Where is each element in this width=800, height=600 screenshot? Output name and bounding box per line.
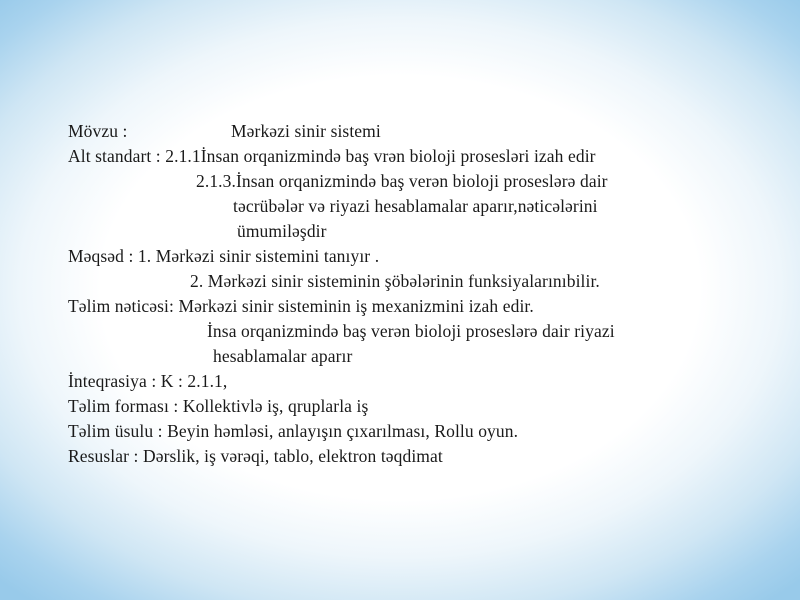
- topic-value: Mərkəzi sinir sistemi: [231, 121, 381, 141]
- integration-line: İnteqrasiya : K : 2.1.1,: [68, 371, 228, 391]
- sub-standard-line-2: 2.1.3.İnsan orqanizmində baş verən bioloji proseslərə dair: [196, 171, 608, 191]
- learning-outcome-line-1: Təlim nəticəsi: Mərkəzi sinir sisteminin iş mexanizmini izah edir.: [68, 296, 534, 316]
- sub-standard-line-4: ümumiləşdir: [237, 221, 327, 241]
- sub-standard-line-1: Alt standart : 2.1.1İnsan orqanizmində baş vrən bioloji prosesləri izah edir: [68, 146, 596, 166]
- sub-standard-line-3: təcrübələr və riyazi hesablamalar aparır,nəticələrini: [233, 196, 598, 216]
- learning-outcome-line-3: hesablamalar aparır: [213, 346, 353, 366]
- resources-line: Resuslar : Dərslik, iş vərəqi, tablo, elektron təqdimat: [68, 446, 443, 466]
- topic-label: Mövzu :: [68, 121, 128, 141]
- goal-line-1: Məqsəd : 1. Mərkəzi sinir sistemini tanıyır .: [68, 246, 380, 266]
- learning-form-line: Təlim forması : Kollektivlə iş, qruplarla iş: [68, 396, 369, 416]
- goal-line-2: 2. Mərkəzi sinir sisteminin şöbələrinin funksiyalarınıbilir.: [190, 271, 600, 291]
- learning-method-line: Təlim üsulu : Beyin həmləsi, anlayışın çıxarılması, Rollu oyun.: [68, 421, 519, 441]
- learning-outcome-line-2: İnsa orqanizmində baş verən bioloji proseslərə dair riyazi: [207, 321, 615, 341]
